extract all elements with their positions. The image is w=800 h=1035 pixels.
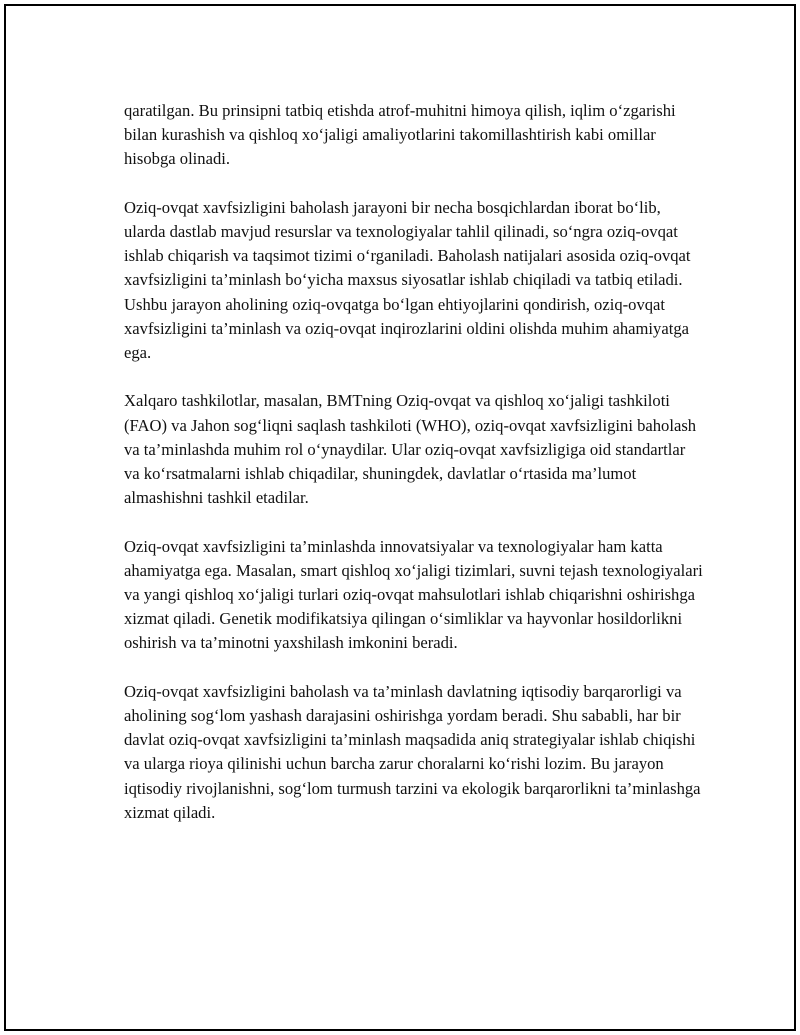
page-frame [4, 4, 796, 1031]
paragraph-1: qaratilgan. Bu prinsipni tatbiq etishda atrof-muhitni himoya qilish, iqlim o‘zgarishi bilan kurashish va qishloq xo‘jaligi amaliyotlarini takomillashtirish kabi omillar hisobga olinadi. [124, 101, 676, 169]
paragraph-5: Oziq-ovqat xavfsizligini baholash va ta’minlash davlatning iqtisodiy barqarorligi va aholining sog‘lom yashash darajasini oshirishga yordam beradi. Shu sababli, har bir davlat oziq-ovqat xavfsizligini ta’minlash maqsadida aniq strategiyalar ishlab chiqishi va ularga rioya qilinishi uchun barcha zarur choralarni ko‘rishi lozim. Bu jarayon iqtisodiy rivojlanishni, sog‘lom turmush tarzini va ekologik barqarorlikni ta’minlashga xizmat qiladi. [124, 681, 701, 822]
paragraph-2: Oziq-ovqat xavfsizligini baholash jarayoni bir necha bosqichlardan iborat bo‘lib, ularda dastlab mavjud resurslar va texnologiyalar tahlil qilinadi, so‘ngra oziq-ovqat ishlab chiqarish va taqsimot tizimi o‘rganiladi. Baholash natijalari asosida oziq-ovqat xavfsizligini ta’minlash bo‘yicha maxsus siyosatlar ishlab chiqiladi va tatbiq etiladi. Ushbu jarayon aholining oziq-ovqatga bo‘lgan ehtiyojlarini qondirish, oziq-ovqat xavfsizligini ta’minlash va oziq-ovqat inqirozlarini oldini olishda muhim ahamiyatga ega. [124, 197, 691, 363]
paragraph-3: Xalqaro tashkilotlar, masalan, BMTning Oziq-ovqat va qishloq xo‘jaligi tashkiloti (FAO) va Jahon sog‘liqni saqlash tashkiloti (WHO), oziq-ovqat xavfsizligini baholash va ta’minlashda muhim rol o‘ynaydilar. Ular oziq-ovqat xavfsizligiga oid standartlar va ko‘rsatmalarni ishlab chiqadilar, shuningdek, davlatlar o‘rtasida ma’lumot almashishni tashkil etadilar. [124, 391, 697, 508]
paragraph-4: Oziq-ovqat xavfsizligini ta’minlashda innovatsiyalar va texnologiyalar ham katta ahamiyatga ega. Masalan, smart qishloq xo‘jaligi tizimlari, suvni tejash texnologiyalari va yangi qishloq xo‘jaligi turlari oziq-ovqat mahsulotlari ishlab chiqarishni oshirishga xizmat qiladi. Genetik modifikatsiya qilingan o‘simliklar va hayvonlar hosildorlikni oshirish va ta’minotni yaxshilash imkonini beradi. [124, 536, 703, 653]
document-body [124, 99, 704, 825]
